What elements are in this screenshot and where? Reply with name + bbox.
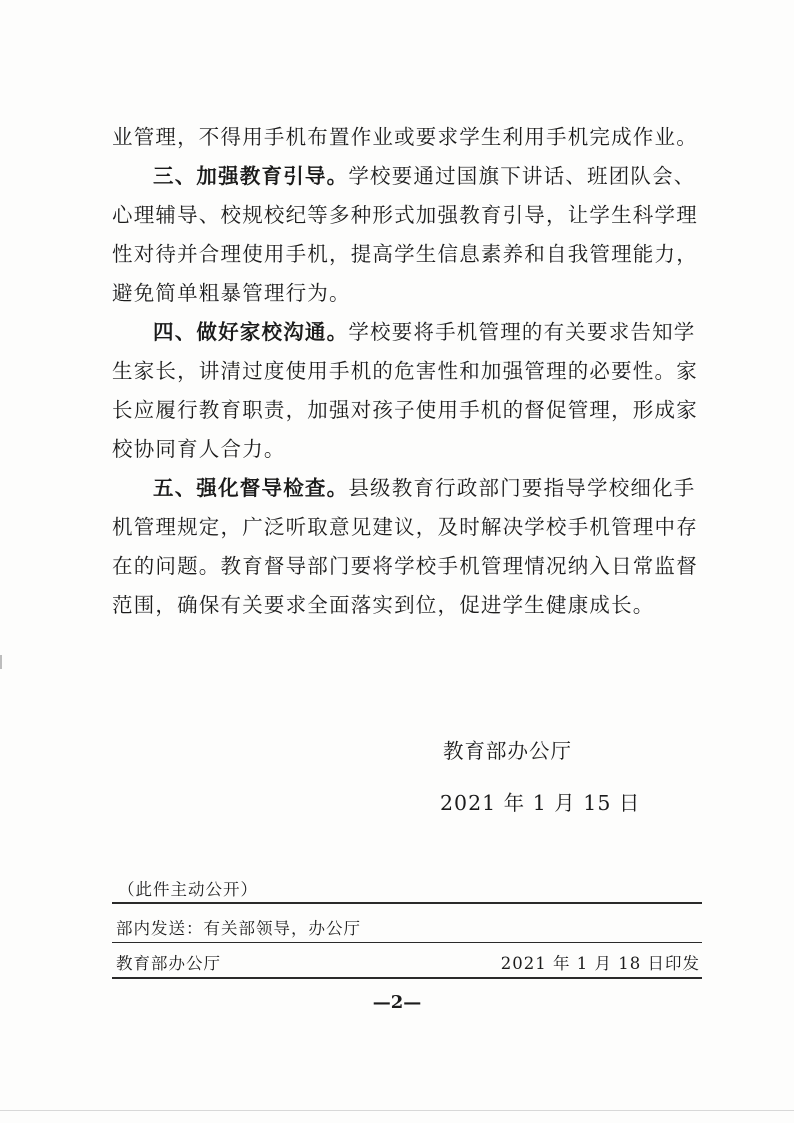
public-disclosure-note: （此件主动公开）: [118, 880, 258, 899]
paragraph-heading: 三、加强教育引导。: [153, 164, 349, 188]
signature-block: [440, 730, 680, 824]
footer-issuer: 教育部办公厅: [116, 954, 221, 973]
paragraph-text: 县级教育行政部门要指导学校细化手机管理规定，广泛听取意见建议，及时解决学校手机管理中存在的问题。教育督导部门要将学校手机管理情况纳入日常监督范围，确保有关要求全面落实到位，促进学生健康成长。: [112, 476, 698, 617]
footer-print-date: 2021 年 1 月 18 日印发: [500, 954, 700, 973]
footer-divider-middle: [112, 942, 702, 943]
issue-date: 2021 年 1 月 15 日: [440, 791, 641, 815]
paragraph-text: 学校要通过国旗下讲话、班团队会、心理辅导、校规校纪等多种形式加强教育引导，让学生科学理性对待并合理使用手机，提高学生信息素养和自我管理能力，避免简单粗暴管理行为。: [112, 164, 698, 305]
distribution-list: 部内发送：有关部领导，办公厅: [116, 919, 361, 938]
issuing-organization: 教育部办公厅: [443, 739, 572, 763]
footer-divider-bottom: [112, 977, 702, 979]
paragraph-heading: 四、做好家校沟通。: [153, 320, 349, 344]
paragraph-4: [112, 469, 702, 625]
paragraph-heading: 五、强化督导检查。: [153, 476, 349, 500]
footer-issue-row: [116, 950, 700, 974]
scan-edge-mark: [0, 655, 2, 669]
paragraph-2: [112, 157, 702, 313]
page-number: —2—: [372, 992, 422, 1013]
scan-bottom-edge: [0, 1110, 794, 1111]
paragraph-1: [112, 118, 702, 157]
paragraph-text: 业管理，不得用手机布置作业或要求学生利用手机完成作业。: [112, 125, 698, 149]
footer-divider-top: [112, 902, 702, 904]
paragraph-text: 学校要将手机管理的有关要求告知学生家长，讲清过度使用手机的危害性和加强管理的必要性。家长应履行教育职责，加强对孩子使用手机的督促管理，形成家校协同育人合力。: [112, 320, 698, 461]
paragraph-3: [112, 313, 702, 469]
body-text: [112, 118, 702, 625]
